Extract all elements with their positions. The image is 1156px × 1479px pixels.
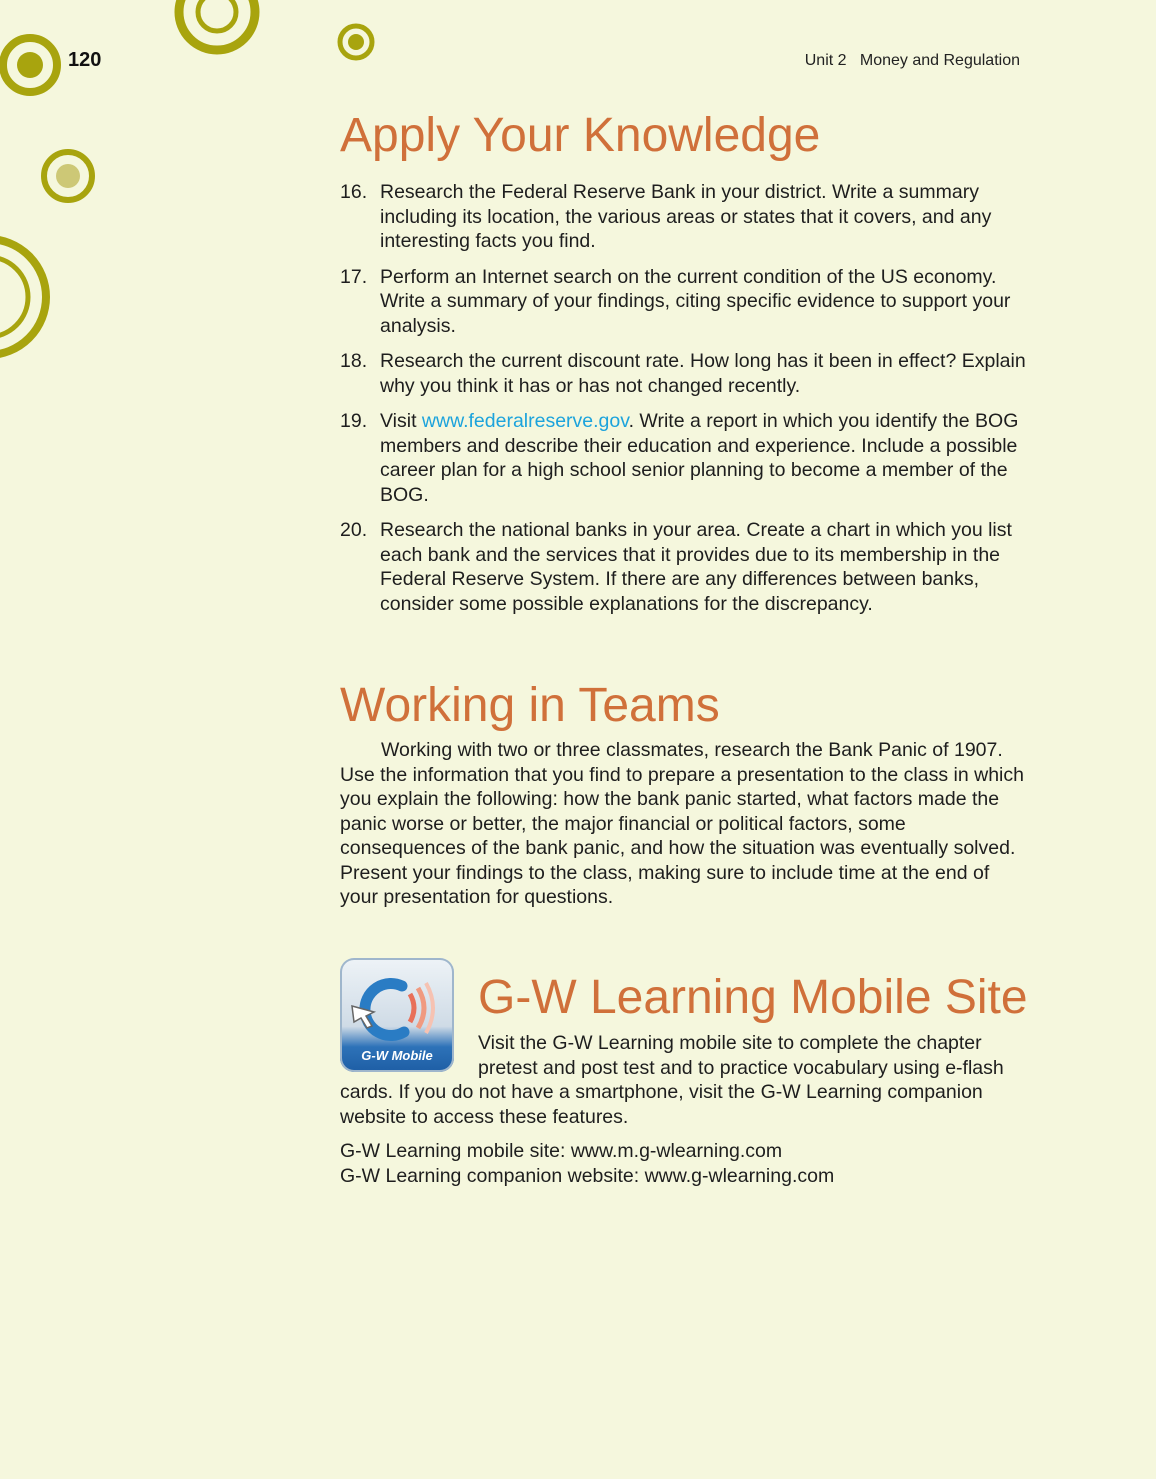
item-number: 16. (340, 181, 368, 203)
list-item (340, 518, 1030, 616)
item-text-before: Visit (380, 410, 422, 432)
ring-decoration (17, 52, 43, 78)
gw-mobile-icon (340, 958, 454, 1072)
ring-decoration (198, 0, 236, 31)
item-number: 19. (340, 410, 368, 432)
item-text: Research the Federal Reserve Bank in your district. Write a summary including its location, the various areas or states that it covers, and any interesting facts you find. (380, 181, 992, 252)
apply-knowledge-title: Apply Your Knowledge (340, 109, 821, 162)
mobile-site-section (340, 1031, 1030, 1188)
item-number: 17. (340, 265, 368, 288)
ring-decoration (56, 164, 80, 188)
ring-decoration (179, 0, 255, 50)
mobile-site-title: G-W Learning Mobile Site (478, 971, 1028, 1024)
page-number: 120 (68, 49, 102, 71)
working-in-teams-body: Working with two or three classmates, research the Bank Panic of 1907. Use the information that you find to prepare a presentation to the class in which you explain the following: how the bank panic started, what factors made the panic worse or better, the major financial or political factors, some consequences of the bank panic, and how the situation was eventually solved. Present your findings to the class, making sure to include time at the end of your presentation for questions. (340, 739, 1024, 908)
companion-site-url-line[interactable]: G-W Learning companion website: www.g-wlearning.com (340, 1164, 835, 1187)
item-text: Perform an Internet search on the current condition of the US economy. Write a summary of your findings, citing specific evidence to support your analysis. (380, 265, 1011, 337)
federal-reserve-link[interactable]: www.federalreserve.gov (421, 410, 629, 432)
mobile-site-url-line[interactable]: G-W Learning mobile site: www.m.g-wlearning.com (340, 1140, 783, 1162)
item-number: 18. (340, 350, 368, 372)
mobile-icon-label: G-W Mobile (361, 1047, 433, 1063)
ring-decoration (0, 257, 28, 337)
ring-decoration (0, 239, 46, 355)
item-text-after: . Write a report in which you identify the BOG members and describe their education and experience. Include a possible career plan for a high school senior planning to become a member of the BOG. (380, 410, 1019, 506)
list-item (340, 349, 1030, 398)
mobile-site-links (340, 1139, 1030, 1188)
mobile-site-description: Visit the G-W Learning mobile site to complete the chapter pretest and post test and to practice vocabulary using e-flash cards. If you do not have a smartphone, visit the G-W Learning companion website to access these features. (340, 1032, 1004, 1128)
apply-knowledge-list (340, 180, 1030, 627)
list-item (340, 265, 1030, 339)
ring-decoration (348, 34, 364, 50)
item-number: 20. (340, 519, 368, 541)
list-item (340, 409, 1030, 507)
list-item (340, 180, 1030, 254)
running-head: Unit 2 Money and Regulation (804, 52, 1020, 69)
item-text: Research the current discount rate. How long has it been in effect? Explain why you think it has or has not changed recently. (380, 350, 1026, 397)
item-text: Research the national banks in your area. Create a chart in which you list each bank and the services that it provides due to its membership in the Federal Reserve System. If there are any differences between banks, consider some possible explanations for the discrepancy. (380, 519, 1012, 615)
working-in-teams-title: Working in Teams (340, 679, 720, 732)
